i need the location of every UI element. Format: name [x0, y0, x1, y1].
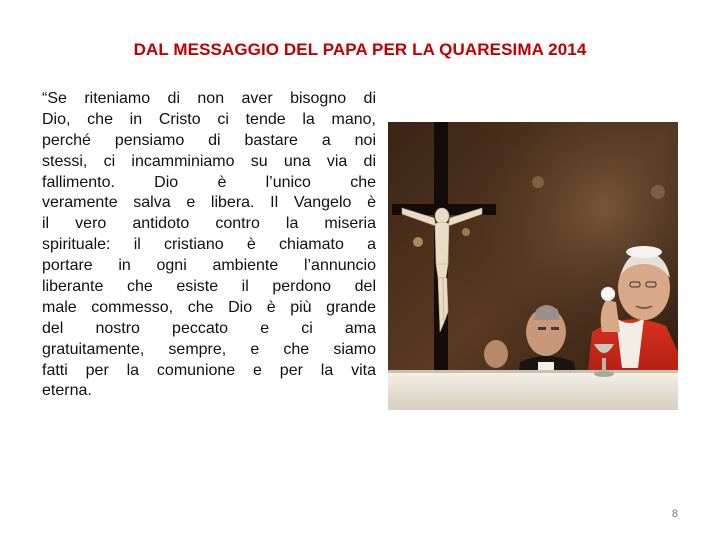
quote-line: il vero antidoto contro la miseria [42, 215, 376, 233]
slide-title: DAL MESSAGGIO DEL PAPA PER LA QUARESIMA 2014 [133, 40, 587, 59]
quote-line: gratuitamente, sempre, e che siamo [42, 340, 376, 358]
quote-line: del nostro peccato e ci ama [42, 319, 376, 337]
quote-line: Dio, che in Cristo ci tende la mano, [42, 110, 376, 128]
quote-line: eterna. [42, 382, 92, 400]
quote-line: “Se riteniamo di non aver bisogno di [42, 90, 376, 107]
quote-line: liberante che esiste il perdono del [42, 278, 376, 296]
quote-line: portare in ogni ambiente l’annuncio [42, 257, 376, 275]
quote-line: spirituale: il cristiano è chiamato a [42, 236, 376, 254]
quote-line: male commesso, che Dio è più grande [42, 298, 376, 316]
quote-line: fatti per la comunione e per la vita [42, 361, 376, 379]
quote-line: stessi, ci incamminiamo su una via di [42, 152, 376, 170]
quote-line: fallimento. Dio è l’unico che [42, 173, 376, 191]
photo-illustration [388, 122, 678, 410]
quote-line: veramente salva e libera. Il Vangelo è [42, 194, 376, 212]
pope-mass-photo [388, 122, 678, 410]
quote-text [42, 89, 376, 402]
page-number: 8 [671, 508, 678, 520]
quote-line: perché pensiamo di bastare a noi [42, 131, 376, 149]
